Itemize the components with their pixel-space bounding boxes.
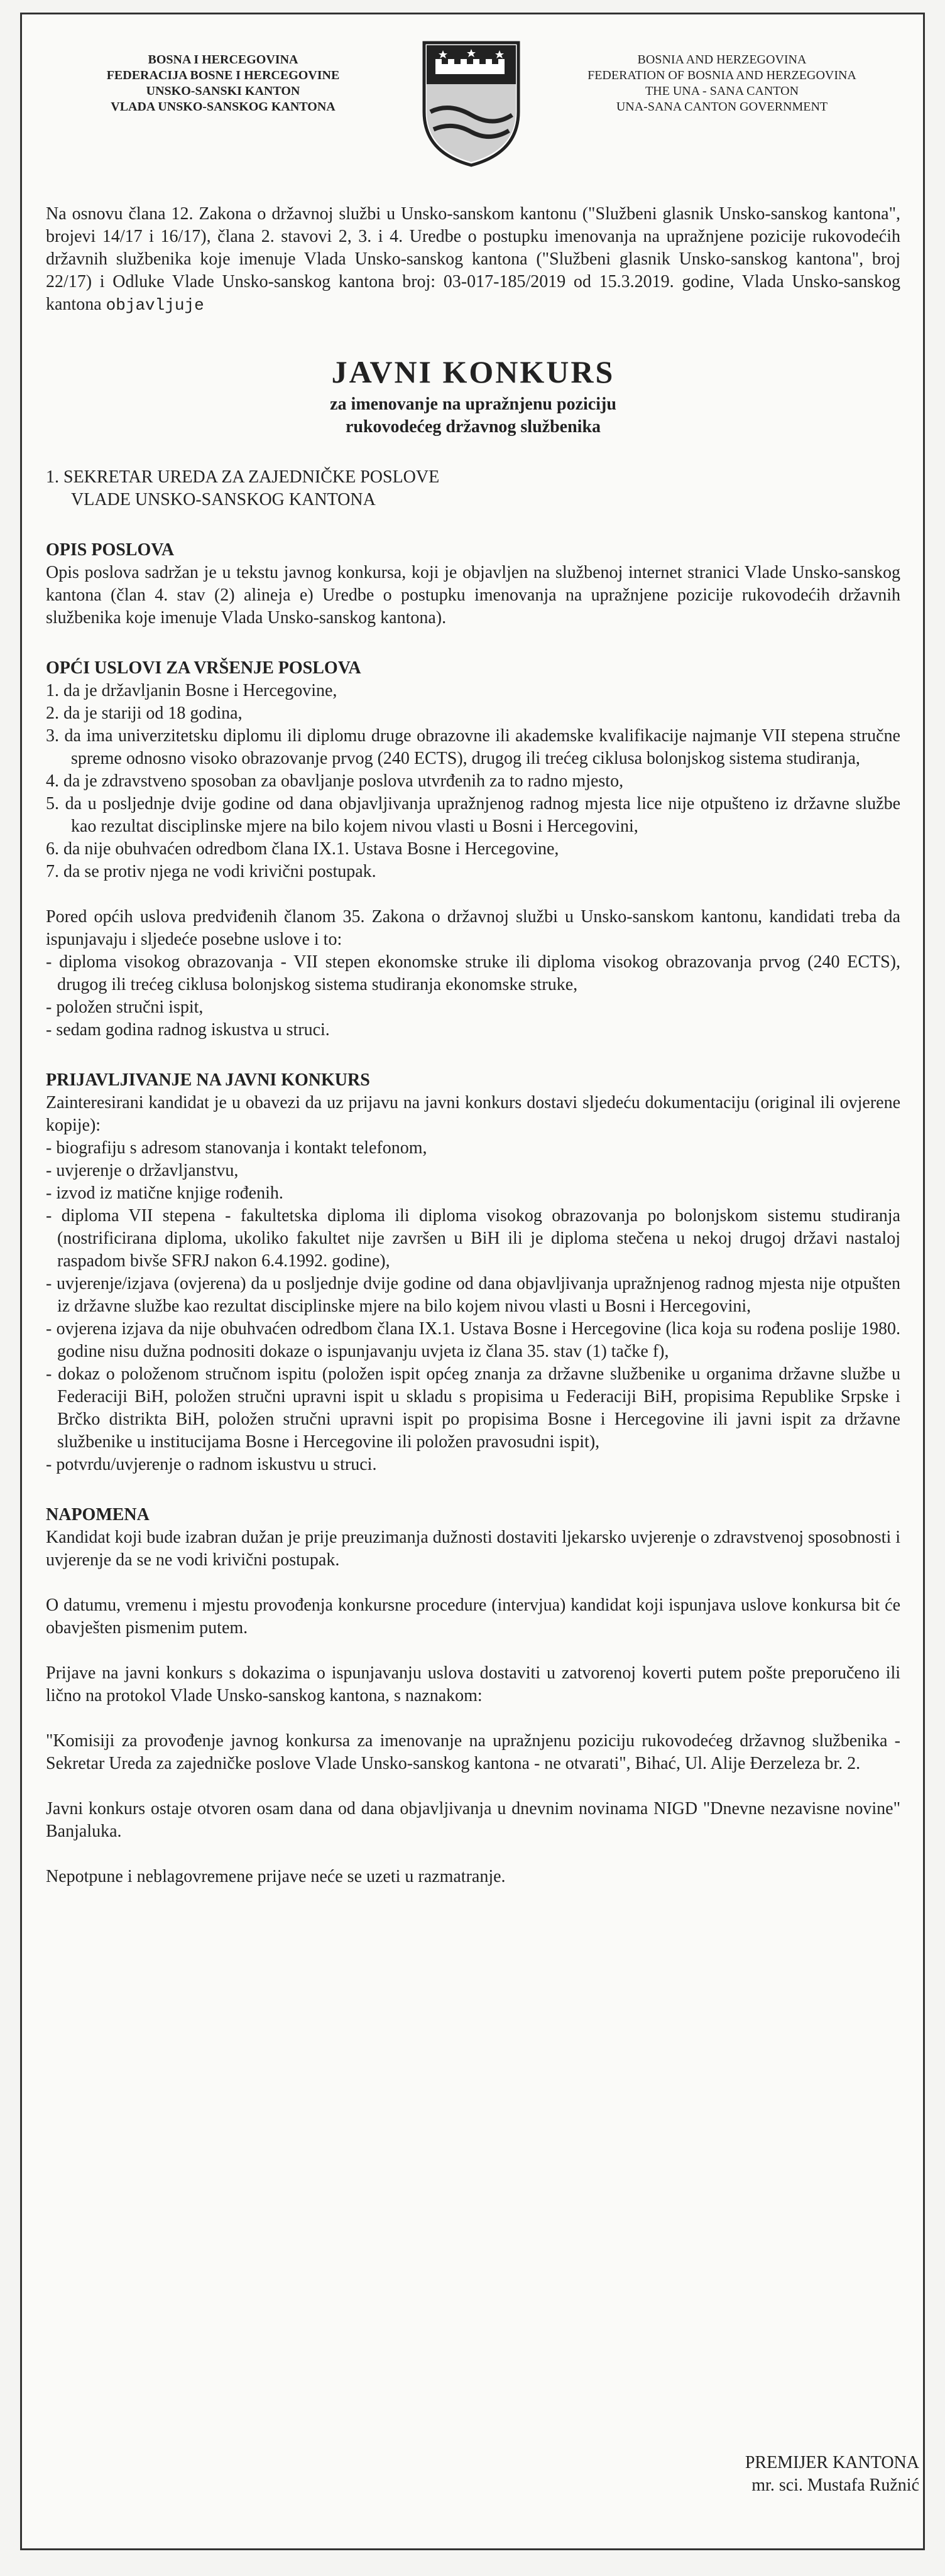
signature-role: PREMIJER KANTONA (745, 2453, 919, 2472)
napomena-paragraph: Javni konkurs ostaje otvoren osam dana od dana objavljivanja u dnevnim novinama NIGD "Dnevne nezavisne novine" Banjaluka. (46, 1799, 900, 1841)
section-heading-opis: OPIS POSLOVA (46, 540, 175, 560)
list-item: 7. da se protiv njega ne vodi krivični postupak. (46, 862, 376, 881)
list-item: - diploma VII stepena - fakultetska diploma ili diploma visokog obrazovanja po bolonjskom sistemu studiranja (nostrificirana diploma, ukoliko fakultet nije završen u BiH ili je diploma stečena u nekoj drugoj državi nastaloj raspadom bivše SFRJ nakon 6.4.1992. godine), (46, 1206, 900, 1271)
section-heading-napomena: NAPOMENA (46, 1505, 150, 1524)
signature-name: mr. sci. Mustafa Ružnić (751, 2475, 919, 2495)
intro-paragraph (46, 203, 900, 317)
list-item: - sedam godina radnog iskustva u struci. (46, 1020, 330, 1040)
napomena-paragraph: O datumu, vremenu i mjestu provođenja konkursne procedure (intervjua) kandidat koji ispunjava uslove konkursa bit će obavješten pismenim putem. (46, 1595, 900, 1638)
list-item: - izvod iz matične knjige rođenih. (46, 1183, 283, 1203)
list-item: 1. da je državljanin Bosne i Hercegovine, (46, 681, 337, 700)
opis-text: Opis poslova sadržan je u tekstu javnog konkursa, koji je objavljen na službenoj internet stranici Vlade Unsko-sanskog kantona (član 4. stav (2) alineja e) Uredbe o postupku imenovanja na upražnjene pozicije rukovodećih državnih službenika koje imenuje Vlada Unsko-sanskog kantona). (46, 563, 900, 628)
subtitle-line: za imenovanje na upražnjenu poziciju (330, 394, 616, 414)
header-right-line: THE UNA - SANA CANTON (645, 84, 799, 98)
header-left-line: UNSKO-SANSKI KANTON (146, 84, 300, 98)
list-item: - ovjerena izjava da nije obuhvaćen odredbom člana IX.1. Ustava Bosne i Hercegovine (lica koja su rođena poslije 1980. godine nisu dužna podnositi dokaze o ispunjavanju uvjeta iz člana 35. stav (1) tačke f), (46, 1319, 900, 1361)
list-item: 5. da u posljednje dvije godine od dana objavljivanja upražnjenog radnog mjesta lice nije otpušteno iz državne službe kao rezultat disciplinske mjere na bilo kojem nivou vlasti u Bosni i Hercegovini, (46, 794, 900, 836)
list-item: - diploma visokog obrazovanja - VII stepen ekonomske struke ili diploma visokog obrazovanja prvog (240 ECTS), drugog ili trećeg ciklusa bolonjskog sistema studiranja ekonomske struke, (46, 952, 900, 994)
intro-verb: objavljuje (106, 296, 204, 315)
intro-text: Na osnovu člana 12. Zakona o državnoj službi u Unsko-sanskom kantonu ("Službeni glasnik Unsko-sanskog kantona", brojevi 14/17 i 16/17), člana 2. stavovi 2, 3. i 4. Uredbe o postupku imenovanja na upražnjene pozicije rukovodećih državnih službenika koje imenuje Vlada Unsko-sanskog kantona ("Službeni glasnik Unsko-sanskog kantona", broj 22/17) i Odluke Vlade Unsko-sanskog kantona broj: 03-017-185/2019 od 15.3.2019. godine, Vlada Unsko-sanskog kantona (46, 204, 900, 314)
list-item: 4. da je zdravstveno sposoban za obavljanje poslova utvrđenih za to radno mjesto, (46, 771, 624, 791)
list-item: - položen stručni ispit, (46, 997, 204, 1017)
list-item: - dokaz o položenom stručnom ispitu (položen ispit općeg znanja za državne službenike u organima državne službe u Federaciji BiH, položen stručni upravni ispit u skladu s propisima u Federaciji BiH, propisima Republike Srpske i Brčko distrikta BiH, položen stručni upravni ispit po propisima Bosne i Hercegovine ili javni ispit za državne službenike u institucijama Bosne i Hercegovine ili položen pravosudni ispit), (46, 1364, 900, 1452)
list-item: 3. da ima univerzitetsku diplomu ili diplomu druge obrazovne ili akademske kvalifikacije najmanje VII stepena stručne spreme odnosno visoko obrazovanje prvog (240 ECTS), drugog ili trećeg ciklusa bolonjskog sistema studiranja, (46, 726, 900, 768)
list-item: - uvjerenje/izjava (ovjerena) da u posljednje dvije godine od dana objavljivanja upražnjenog radnog mjesta nije otpušten iz državne službe kao rezultat disciplinske mjere na bilo kojem nivou vlasti u Bosni i Hercegovini, (46, 1274, 900, 1316)
list-item: 2. da je stariji od 18 godina, (46, 704, 243, 723)
prijava-list (46, 1137, 900, 1476)
position-line: VLADE UNSKO-SANSKOG KANTONA (71, 490, 376, 509)
napomena-paragraph: "Komisiji za provođenje javnog konkursa za imenovanje na upražnjenu poziciju rukovodećeg državnog službenika - Sekretar Ureda za zajedničke poslove Vlade Unsko-sanskog kantona - ne otvarati", Bihać, Ul. Alije Đerzeleza br. 2. (46, 1731, 900, 1773)
notice-header (22, 14, 923, 184)
una-sana-coat-of-arms-icon (418, 36, 525, 168)
list-item: - potvrdu/uvjerenje o radnom iskustvu u struci. (46, 1455, 377, 1474)
list-item: - biografiju s adresom stanovanja i kontakt telefonom, (46, 1138, 427, 1158)
header-right-line: FEDERATION OF BOSNIA AND HERZEGOVINA (587, 68, 856, 82)
position-name (46, 466, 900, 511)
posebni-intro: Pored općih uslova predviđenih članom 35. Zakona o državnoj službi u Unsko-sanskom kantonu, kandidati treba da ispunjavaju i sljedeće posebne uslove i to: (46, 907, 900, 949)
newspaper-notice (20, 13, 925, 2550)
posebni-list (46, 951, 900, 1041)
napomena-paragraph: Kandidat koji bude izabran dužan je prije preuzimanja dužnosti dostaviti ljekarsko uvjerenje o zdravstvenoj sposobnosti i uvjerenje da se ne vodi krivični postupak. (46, 1528, 900, 1570)
header-left-line: BOSNA I HERCEGOVINA (148, 53, 298, 67)
header-left-line: FEDERACIJA BOSNE I HERCEGOVINE (106, 68, 340, 82)
header-left-block (47, 52, 399, 115)
page-title: JAVNI KONKURS (331, 354, 615, 389)
position-line: 1. SEKRETAR UREDA ZA ZAJEDNIČKE POSLOVE (46, 467, 440, 487)
header-right-line: BOSNIA AND HERZEGOVINA (637, 53, 807, 67)
napomena-paragraph: Nepotpune i neblagovremene prijave neće se uzeti u razmatranje. (46, 1867, 506, 1886)
header-left-line: VLADA UNSKO-SANSKOG KANTONA (111, 100, 336, 114)
section-heading-opci: OPĆI USLOVI ZA VRŠENJE POSLOVA (46, 658, 361, 678)
signature-block (745, 2452, 919, 2497)
opci-list (46, 680, 900, 883)
napomena-paragraph: Prijave na javni konkurs s dokazima o ispunjavanju uslova dostaviti u zatvorenoj koverti putem pošte preporučeno ili lično na protokol Vlade Unsko-sanskog kantona, s naznakom: (46, 1663, 900, 1705)
header-right-block (546, 52, 898, 115)
section-heading-prijava: PRIJAVLJIVANJE NA JAVNI KONKURS (46, 1070, 370, 1090)
header-right-line: UNA-SANA CANTON GOVERNMENT (616, 100, 828, 114)
prijava-intro: Zainteresirani kandidat je u obavezi da uz prijavu na javni konkurs dostavi sljedeću dokumentaciju (original ili ovjerene kopije): (46, 1093, 900, 1135)
subtitle-line: rukovodećeg državnog službenika (345, 417, 601, 437)
list-item: - uvjerenje o državljanstvu, (46, 1161, 239, 1180)
list-item: 6. da nije obuhvaćen odredbom člana IX.1. Ustava Bosne i Hercegovine, (46, 839, 559, 859)
notice-body (46, 203, 900, 1888)
